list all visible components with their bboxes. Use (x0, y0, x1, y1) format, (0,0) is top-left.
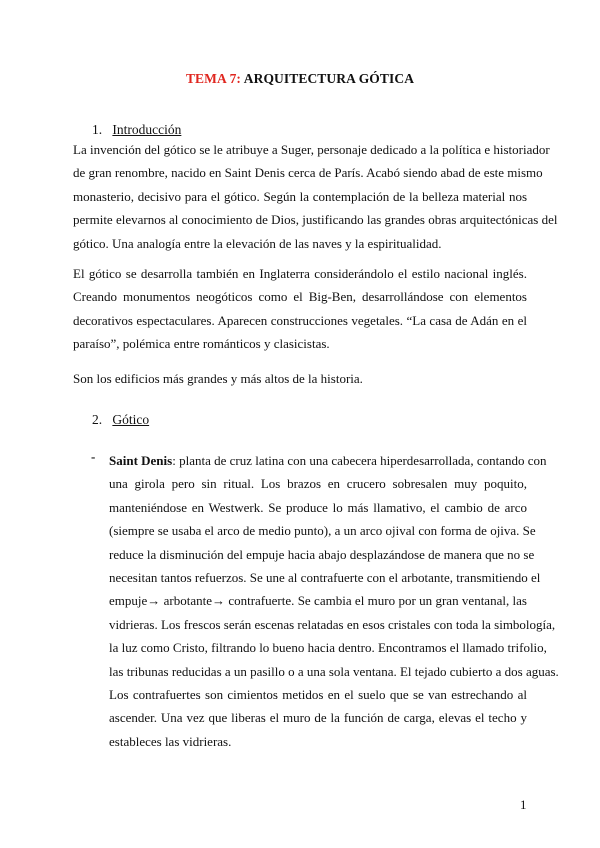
paragraph-line: permite elevarnos al conocimiento de Dios, justificando las grandes obras arquitectónicas del (73, 212, 558, 228)
page-title (0, 71, 600, 87)
paragraph-line: Son los edificios más grandes y más altos de la historia. (73, 371, 363, 386)
paragraph-line: gótico. Una analogía entre la elevación de las naves y la espiritualidad. (73, 235, 442, 251)
paragraph-line: decorativos espectaculares. Aparecen construcciones vegetales. “La casa de Adán en el (73, 312, 527, 328)
section-number: 1. (92, 122, 103, 137)
bullet-line: (siempre se usaba el arco de medio punto), a un arco ojival con forma de ojiva. Se (109, 523, 536, 539)
bullet-line: estableces las vidrieras. (109, 733, 232, 749)
bullet-line: necesitan tantos refuerzos. Se une al contrafuerte con el arbotante, transmitiendo el (109, 569, 541, 585)
section-number: 2. (92, 412, 103, 427)
bullet-term: Saint Denis (109, 453, 173, 468)
section-label: Gótico (112, 412, 150, 427)
paragraph-line: La invención del gótico se le atribuye a Suger, personaje dedicado a la política e historiador (73, 142, 550, 157)
bullet-line: reduce la disminución del empuje hacia abajo desplazándose de manera que no se (109, 546, 535, 562)
section-label: Introducción (112, 122, 182, 137)
paragraph-line: monasterio, decisivo para el gótico. Según la contemplación de la belleza material nos (73, 188, 527, 204)
bullet-line: manteniéndose en Westwerk. Se produce lo más llamativo, el cambio de arco (109, 499, 527, 515)
section-heading-introduccion (92, 122, 181, 138)
paragraph-line: El gótico se desarrolla también en Inglaterra considerándolo el estilo nacional inglés. (73, 266, 527, 281)
bullet-saint-denis (109, 449, 559, 753)
paragraph-line: Creando monumentos neogóticos como el Big-Ben, desarrollándose con elementos (73, 289, 527, 305)
paragraph-line: paraíso”, polémica entre románticos y clasicistas. (73, 336, 330, 352)
bullet-line: las tribunas reducidas a un pasillo o a una sola ventana. El tejado cubierto a dos aguas. (109, 663, 559, 679)
intro-paragraph-1 (73, 138, 558, 255)
intro-paragraph-2 (73, 262, 527, 356)
bullet-line: una girola pero sin ritual. Los brazos en crucero sobresalen muy poquito, (109, 476, 527, 492)
paragraph-line: de gran renombre, nacido en Saint Denis cerca de París. Acabó siendo abad de este mismo (73, 165, 543, 181)
title-main: ARQUITECTURA GÓTICA (243, 71, 415, 86)
page-number: 1 (520, 797, 527, 812)
bullet-first-line-rest: : planta de cruz latina con una cabecera hiperdesarrollada, contando con (172, 453, 547, 468)
bullet-line: ascender. Una vez que liberas el muro de la función de carga, elevas el techo y (109, 710, 527, 726)
bullet-line: Los contrafuertes son cimientos metidos en el suelo que se van estrechando al (109, 686, 527, 702)
bullet-line: empuje→ arbotante→ contrafuerte. Se cambia el muro por un gran ventanal, las (109, 593, 527, 609)
title-prefix: TEMA 7: (185, 71, 242, 86)
bullet-line: la luz como Cristo, filtrando lo bueno hacia dentro. Encontramos el llamado trifolio, (109, 640, 547, 656)
bullet-dash: - (91, 449, 96, 464)
bullet-first-line (109, 449, 547, 472)
section-heading-gotico (92, 412, 149, 428)
intro-paragraph-3 (73, 367, 527, 390)
bullet-line: vidrieras. Los frescos serán escenas relatadas en esos cristales con toda la simbología, (109, 616, 556, 632)
